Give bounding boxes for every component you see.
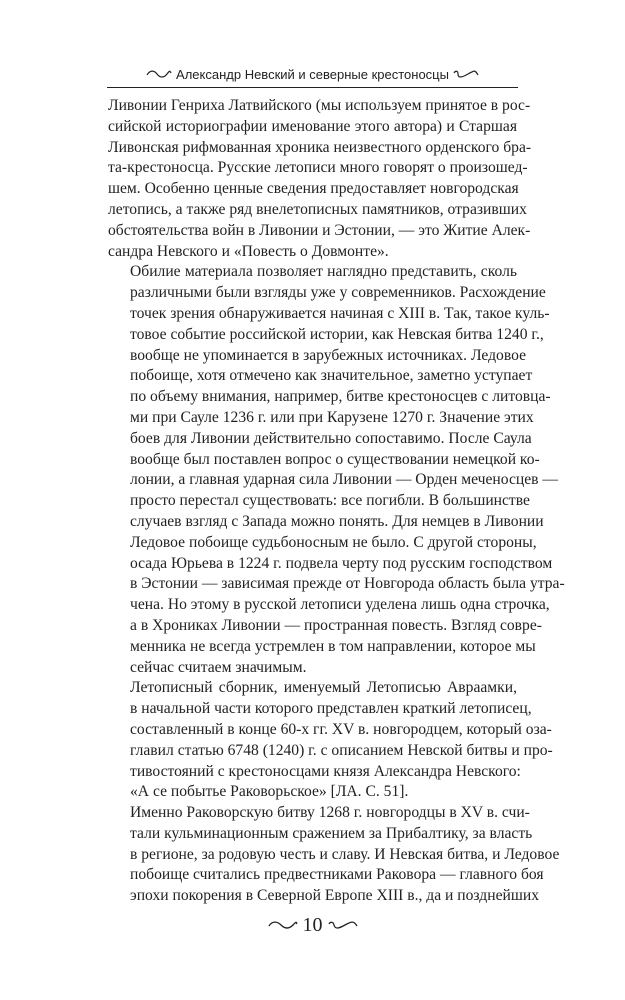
left-ornament-icon <box>146 69 172 79</box>
text-line: Обилие материала позволяет наглядно представить, сколь <box>130 263 517 281</box>
text-line: боев для Ливонии действительно сопоставимо. После Саула <box>130 429 532 447</box>
page-number: 10 <box>302 913 323 936</box>
text-line: случаев взгляд с Запада можно понять. Для немцев в Ливонии <box>130 512 544 530</box>
text-line: побоище, хотя отмечено как значительное, заметно уступает <box>130 367 533 385</box>
text-line: просто перестал существовать: все погибли. В большинстве <box>130 492 530 510</box>
right-footer-ornament-icon <box>328 919 358 931</box>
text-line: Ливонии Генриха Латвийского (мы используем принятое в рос- <box>108 97 531 114</box>
text-line: лонии, а главная ударная сила Ливонии — Орден меченосцев — <box>130 471 558 489</box>
text-line: в начальной части которого представлен краткий летописец, <box>130 700 532 718</box>
text-line: сандра Невского и «Повесть о Довмонте». <box>108 242 389 260</box>
text-line: тивостояний с крестоносцами князя Александра Невского: <box>130 762 521 780</box>
text-line: чена. Но этому в русской летописи уделена лишь одна строчка, <box>130 596 550 614</box>
text-line: в регионе, за родовую честь и славу. И Невская битва, и Ледовое <box>130 845 560 863</box>
text-line: главил статью 6748 (1240) г. с описанием Невской битвы и про- <box>130 741 553 759</box>
running-title: Александр Невский и северные крестоносцы <box>176 66 449 82</box>
paragraph <box>108 782 517 803</box>
text-line: осада Юрьева в 1224 г. подвела черту под русским господством <box>130 554 553 572</box>
text-line: точек зрения обнаруживается начиная с XIII в. Так, такое куль- <box>130 304 550 322</box>
text-line: сейчас считаем значимым. <box>130 658 307 676</box>
text-line: Именно Раковорскую битву 1268 г. новгородцы в XV в. счи- <box>130 804 530 822</box>
text-line: менника не всегда устремлен в том направлении, которое мы <box>130 637 536 655</box>
text-line: а в Хрониках Ливонии — пространная повесть. Взгляд совре- <box>130 616 542 634</box>
paragraph <box>108 803 560 907</box>
paragraph <box>108 262 565 678</box>
text-line: тали кульминационным сражением за Прибалтику, за власть <box>130 824 533 842</box>
text-line: Ливонская рифмованная хроника неизвестного орденского бра- <box>108 138 532 156</box>
text-line: различными были взгляды уже у современников. Расхождение <box>130 284 546 302</box>
text-line: Ледовое побоище судьбоносным не было. С другой стороны, <box>130 533 537 551</box>
text-line: эпохи покорения в Северной Европе XIII в., да и позднейших <box>130 887 539 905</box>
text-line: та-крестоносца. Русские летописи много говорят о произошед- <box>108 159 528 177</box>
text-line: Летописный сборник, именуемый Летописью Авраамки, <box>130 679 517 697</box>
text-line: по объему внимания, например, битве крестоносцев с литовца- <box>130 388 551 406</box>
text-line: шем. Особенно ценные сведения предоставляет новгородская <box>108 180 519 198</box>
left-footer-ornament-icon <box>268 919 298 931</box>
text-line: ми при Сауле 1236 г. или при Карузене 1270 г. Значение этих <box>130 408 534 426</box>
text-line: обстоятельства войн в Ливонии и Эстонии, — это Житие Алек- <box>108 221 531 239</box>
text-line: побоище считались предвестниками Раковора — главного боя <box>130 866 544 884</box>
text-line: в Эстонии — зависимая прежде от Новгорода область была утра- <box>130 575 565 593</box>
text-line: сийской историографии именование этого автора) и Старшая <box>108 117 517 135</box>
text-line: товое событие российской истории, как Невская битва 1240 г., <box>130 325 544 343</box>
text-line: «А се побытье Раковорьское» [ЛА. С. 51]. <box>130 783 409 801</box>
page-footer <box>0 912 625 938</box>
paragraph <box>108 96 532 262</box>
running-header <box>107 61 518 88</box>
text-line: вообще был поставлен вопрос о существовании немецкой ко- <box>130 450 540 468</box>
text-line: вообще не упоминается в зарубежных источниках. Ледовое <box>130 346 527 364</box>
text-line: составленный в конце 60-х гг. XV в. новгородцем, который оза- <box>130 720 552 738</box>
right-ornament-icon <box>453 69 479 79</box>
text-line: летопись, а также ряд внелетописных памятников, отразивших <box>108 200 527 218</box>
body-text <box>108 96 565 907</box>
paragraph <box>108 678 553 782</box>
